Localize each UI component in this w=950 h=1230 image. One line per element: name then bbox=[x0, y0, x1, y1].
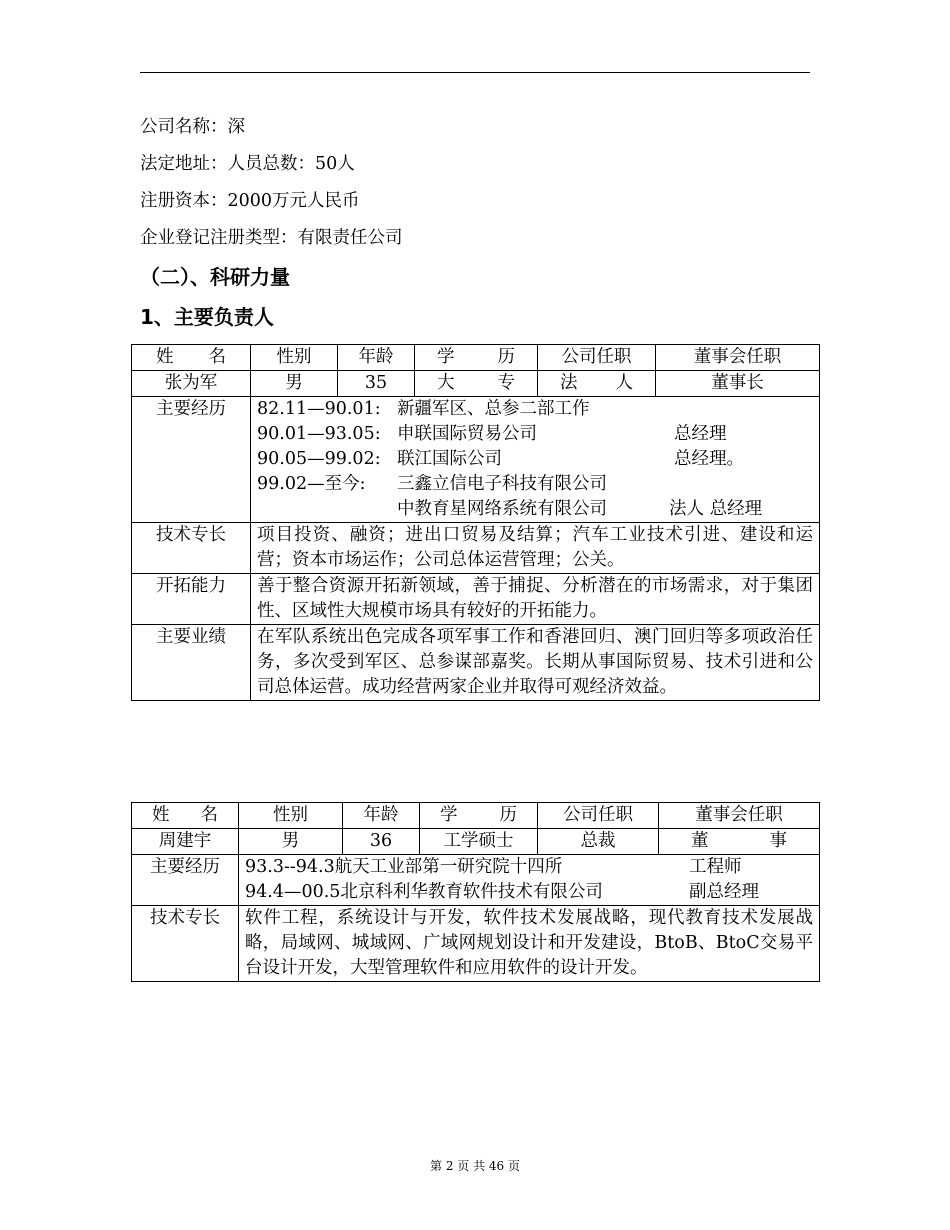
ability-label: 开拓能力 bbox=[132, 574, 251, 625]
experience-content bbox=[239, 855, 820, 906]
skills-content: 项目投资、融资；进出口贸易及结算；汽车工业技术引进、建设和运营；资本市场运作；公司总体运营管理；公关。 bbox=[251, 523, 820, 574]
registration-type-line: 企业登记注册类型：有限责任公司 bbox=[140, 228, 403, 248]
person2-header-row bbox=[132, 803, 820, 829]
person2-skills-row bbox=[132, 906, 820, 982]
registered-capital-line: 注册资本：2000万元人民币 bbox=[140, 191, 360, 211]
company-name-line: 公司名称：深 bbox=[140, 117, 245, 137]
company-post-header: 公司任职 bbox=[538, 345, 656, 371]
skills-label: 技术专长 bbox=[132, 523, 251, 574]
board-post-header: 董事会任职 bbox=[656, 345, 820, 371]
experience-item: 93.3--94.3航天工业部第一研究院十四所 工程师 bbox=[245, 857, 742, 877]
experience-item: 82.11—90.01: 新疆军区、总参二部工作 bbox=[257, 399, 590, 419]
person1-ability-row bbox=[132, 574, 820, 625]
person-name: 周建宇 bbox=[132, 829, 239, 855]
company-address-line: 法定地址：人员总数：50人 bbox=[140, 154, 355, 174]
experience-item: 90.05—99.02: 联江国际公司 总经理。 bbox=[257, 449, 744, 469]
education-header: 学 历 bbox=[415, 345, 538, 371]
person-education: 大 专 bbox=[415, 371, 538, 397]
subsection-title: 1、主要负责人 bbox=[140, 305, 274, 329]
education-header: 学 历 bbox=[420, 803, 538, 829]
person1-experience-row bbox=[132, 397, 820, 523]
experience-content bbox=[251, 397, 820, 523]
person1-achievement-row bbox=[132, 625, 820, 701]
page-footer: 第 2 页 共 46 页 bbox=[430, 1159, 520, 1173]
age-header: 年龄 bbox=[338, 345, 415, 371]
person-age: 36 bbox=[343, 829, 420, 855]
person-company-post: 总裁 bbox=[538, 829, 659, 855]
skills-label: 技术专长 bbox=[132, 906, 239, 982]
achievement-content: 在军队系统出色完成各项军事工作和香港回归、澳门回归等多项政治任务，多次受到军区、总参谋部嘉奖。长期从事国际贸易、技术引进和公司总体运营。成功经营两家企业并取得可观经济效益。 bbox=[251, 625, 820, 701]
person-gender: 男 bbox=[239, 829, 343, 855]
person2-experience-row bbox=[132, 855, 820, 906]
person2-table bbox=[131, 802, 820, 982]
achievement-label: 主要业绩 bbox=[132, 625, 251, 701]
person2-info-row bbox=[132, 829, 820, 855]
experience-item: 中教育星网络系统有限公司 法人 总经理 bbox=[397, 499, 763, 519]
ability-content: 善于整合资源开拓新领域，善于捕捉、分析潜在的市场需求，对于集团性、区域性大规模市场具有较好的开拓能力。 bbox=[251, 574, 820, 625]
experience-item: 94.4—00.5北京科利华教育软件技术有限公司 副总经理 bbox=[245, 882, 759, 902]
experience-item: 99.02—至今: 三鑫立信电子科技有限公司 bbox=[257, 474, 607, 494]
company-post-header: 公司任职 bbox=[538, 803, 659, 829]
person-education: 工学硕士 bbox=[420, 829, 538, 855]
person-gender: 男 bbox=[251, 371, 338, 397]
header-rule bbox=[140, 72, 810, 73]
person-company-post: 法 人 bbox=[538, 371, 656, 397]
person-name: 张为军 bbox=[132, 371, 251, 397]
person1-info-row bbox=[132, 371, 820, 397]
gender-header: 性别 bbox=[239, 803, 343, 829]
person1-skills-row bbox=[132, 523, 820, 574]
experience-item: 90.01—93.05: 申联国际贸易公司 总经理 bbox=[257, 424, 727, 444]
board-post-header: 董事会任职 bbox=[659, 803, 820, 829]
skills-content: 软件工程，系统设计与开发，软件技术发展战略，现代教育技术发展战略，局域网、城域网、广域网规划设计和开发建设，BtoB、BtoC交易平台设计开发，大型管理软件和应用软件的设计开发。 bbox=[239, 906, 820, 982]
person1-table bbox=[131, 344, 820, 701]
age-header: 年龄 bbox=[343, 803, 420, 829]
gender-header: 性别 bbox=[251, 345, 338, 371]
experience-label: 主要经历 bbox=[132, 397, 251, 523]
person-age: 35 bbox=[338, 371, 415, 397]
name-header: 姓 名 bbox=[132, 345, 251, 371]
experience-label: 主要经历 bbox=[132, 855, 239, 906]
person-board-post: 董 事 bbox=[659, 829, 820, 855]
name-header: 姓 名 bbox=[132, 803, 239, 829]
person1-header-row bbox=[132, 345, 820, 371]
person-board-post: 董事长 bbox=[656, 371, 820, 397]
section-title: （二）、科研力量 bbox=[140, 265, 290, 289]
